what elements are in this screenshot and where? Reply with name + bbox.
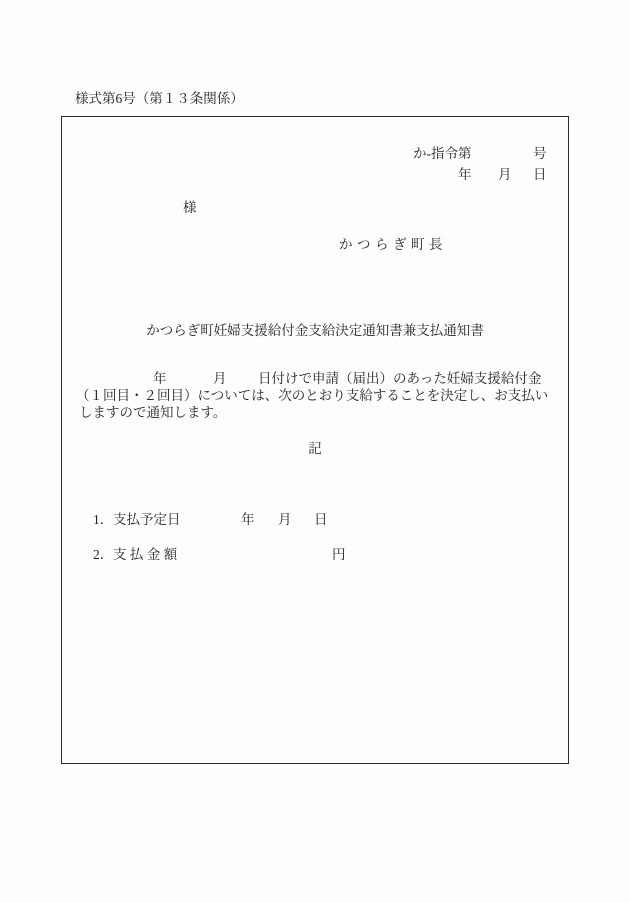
body-year-label: 年 xyxy=(153,371,167,386)
item1-year-unit: 年 xyxy=(241,512,255,527)
item2-yen-unit: 円 xyxy=(332,547,346,562)
item1-number: 1． xyxy=(93,512,114,527)
body-month-label: 月 xyxy=(213,371,227,386)
addressee-honorific: 様 xyxy=(183,200,197,215)
header-date-year-label: 年 xyxy=(458,167,472,182)
sender-title: かつらぎ町長 xyxy=(339,237,447,252)
doc-number-unit: 号 xyxy=(533,146,547,161)
document-frame xyxy=(61,116,569,764)
item1-label: 支払予定日 xyxy=(113,512,181,527)
doc-number-label: か-指令第 xyxy=(413,146,472,161)
form-number-label: 様式第6号（第１３条関係） xyxy=(75,91,244,106)
body-line2-text: （１回目・２回目）については、次のとおり支給することを決定し、お支払い xyxy=(76,388,549,403)
header-date-day-label: 日 xyxy=(533,167,547,182)
item1-day-unit: 日 xyxy=(314,512,328,527)
document-title: かつらぎ町妊婦支援給付金支給決定通知書兼支払通知書 xyxy=(146,323,484,338)
body-line3-text: しますので通知します。 xyxy=(79,405,227,420)
item2-label: 支 払 金 額 xyxy=(113,547,178,562)
body-line1-text: 日付けで申請（届出）のあった妊婦支援給付金 xyxy=(258,371,542,386)
ki-marker: 記 xyxy=(308,441,322,456)
item2-number: 2． xyxy=(93,547,114,562)
item1-month-unit: 月 xyxy=(278,512,292,527)
header-date-month-label: 月 xyxy=(498,167,512,182)
